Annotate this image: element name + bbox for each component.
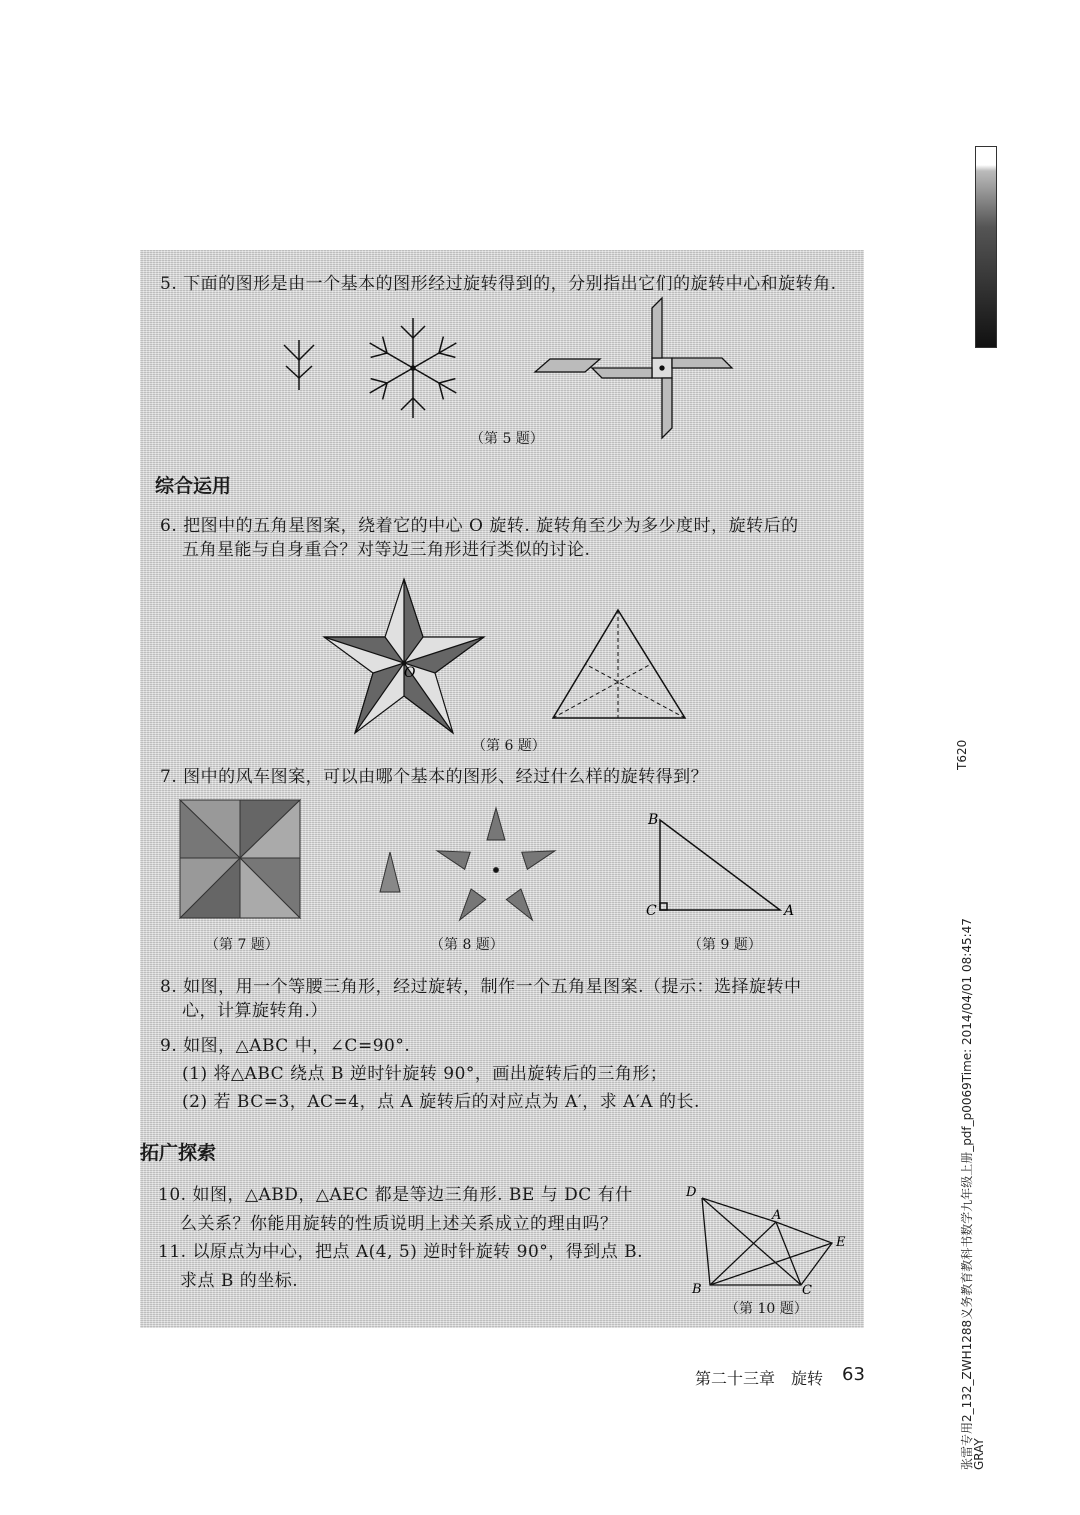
caption-question-6: （第 6 题） [472, 738, 546, 754]
figure-q7-q8-q9 [170, 790, 820, 930]
svg-text:A: A [772, 1208, 782, 1223]
question-6-text [160, 514, 799, 562]
scan-code: T620 [955, 739, 969, 770]
svg-text:C: C [802, 1283, 812, 1298]
figure-q10-triangles [680, 1180, 860, 1298]
question-8-line-2: 心，计算旋转角.） [182, 1001, 328, 1021]
question-11-line-1: 11. 以原点为中心，把点 A(4, 5) 逆时针旋转 90°，得到点 B. [158, 1242, 644, 1262]
question-6-line-1: 6. 把图中的五角星图案，绕着它的中心 O 旋转. 旋转角至少为多少度时，旋转后的 [160, 516, 799, 536]
question-9-line-1: 9. 如图，△ABC 中，∠C=90°. [160, 1036, 411, 1056]
section-heading-explore: 拓广探索 [140, 1142, 217, 1164]
chapter-footer: 第二十三章 旋转 [695, 1369, 824, 1388]
question-8-line-1: 8. 如图，用一个等腰三角形，经过旋转，制作一个五角星图案.（提示：选择旋转中 [160, 977, 802, 997]
svg-text:B: B [692, 1282, 702, 1297]
page-number: 63 [842, 1364, 865, 1385]
question-10-text [158, 1183, 633, 1236]
caption-question-7: （第 7 题） [205, 937, 279, 953]
svg-text:A: A [784, 903, 795, 919]
question-9-text [160, 1034, 700, 1114]
caption-question-5: （第 5 题） [470, 431, 544, 447]
svg-text:D: D [686, 1185, 697, 1200]
svg-text:C: C [646, 903, 657, 919]
section-heading-apply: 综合运用 [155, 475, 232, 497]
question-11-text [158, 1240, 643, 1293]
scan-file-info: 张雷专用2_132_ZWH1288义务教育教科书数学九年级上册_pdf_p0069Time: 2014/04/01 08:45:47 [960, 918, 974, 1470]
question-10-line-1: 10. 如图，△ABD，△AEC 都是等边三角形. BE 与 DC 有什 [158, 1185, 633, 1205]
question-10-line-2: 么关系？你能用旋转的性质说明上述关系成立的理由吗？ [180, 1214, 618, 1234]
svg-text:O: O [404, 665, 416, 681]
question-8-text [160, 975, 802, 1023]
caption-question-10: （第 10 题） [725, 1301, 808, 1317]
question-11-line-2: 求点 B 的坐标. [180, 1271, 299, 1291]
question-6-line-2: 五角星能与自身重合？对等边三角形进行类似的讨论. [182, 540, 591, 560]
figure-q6-star-and-triangle [320, 575, 700, 735]
question-5-text: 5. 下面的图形是由一个基本的图形经过旋转得到的，分别指出它们的旋转中心和旋转角. [160, 274, 837, 294]
caption-question-9: （第 9 题） [688, 937, 762, 953]
question-9-part-2: (2) 若 BC=3，AC=4，点 A 旋转后的对应点为 A′，求 A′A 的长. [182, 1092, 700, 1112]
grayscale-calibration-bar [975, 146, 997, 348]
figure-q5-shapes [270, 320, 740, 430]
caption-question-8: （第 8 题） [430, 937, 504, 953]
question-7-text: 7. 图中的风车图案，可以由哪个基本的图形、经过什么样的旋转得到？ [160, 767, 709, 787]
question-9-part-1: (1) 将△ABC 绕点 B 逆时针旋转 90°，画出旋转后的三角形； [182, 1064, 668, 1084]
svg-text:E: E [836, 1235, 846, 1250]
svg-text:B: B [648, 812, 659, 828]
scan-color-mode: GRAY [972, 1438, 986, 1470]
